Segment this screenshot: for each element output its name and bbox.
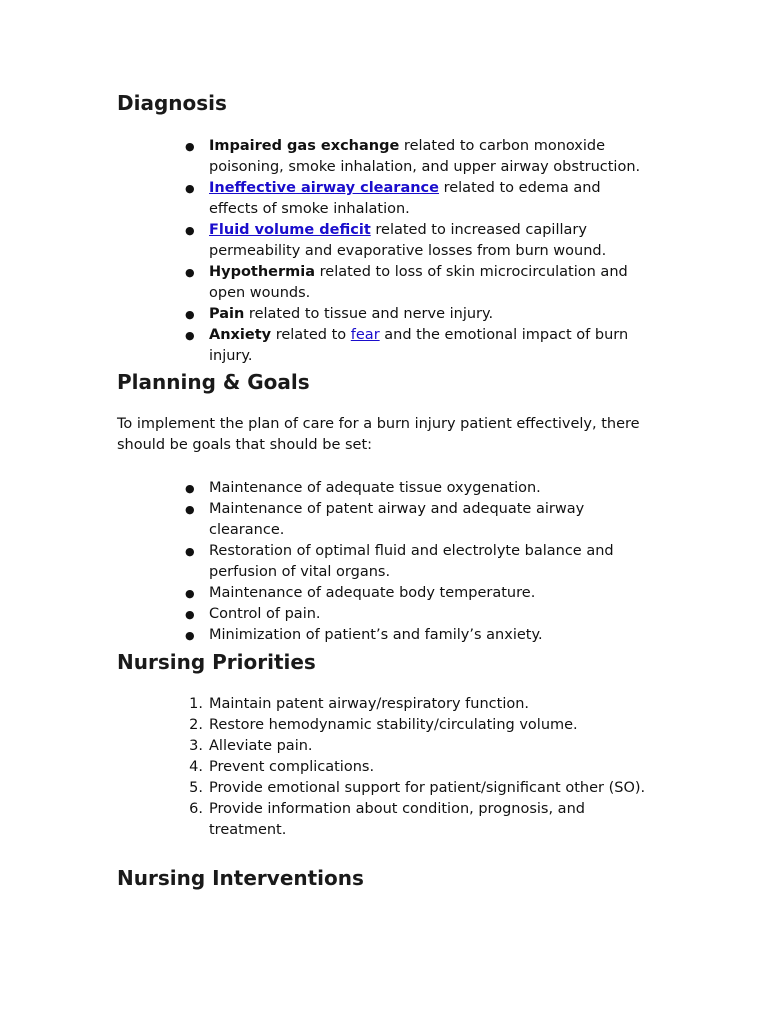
diagnosis-term: Anxiety <box>209 327 272 343</box>
diagnosis-text: related to carbon monoxide poisoning, smoke inhalation, and upper airway obstruction. <box>209 138 641 175</box>
bullet-icon: ● <box>185 266 195 279</box>
list-item: ● Maintenance of adequate body temperature. <box>209 583 654 604</box>
nursing-interventions-heading: Nursing Interventions <box>117 866 364 890</box>
fear-link[interactable]: fear <box>350 327 380 343</box>
bullet-icon: ● <box>185 587 195 600</box>
list-item: 3. Alleviate pain. <box>209 736 654 757</box>
item-number: 4. <box>189 759 203 775</box>
list-item <box>185 304 654 325</box>
bullet-icon: ● <box>185 182 195 195</box>
list-item <box>185 220 654 262</box>
item-number: 6. <box>189 801 203 817</box>
list-item: ● Minimization of patient’s and family’s anxiety. <box>209 625 654 646</box>
bullet-icon: ● <box>185 503 195 516</box>
bullet-icon: ● <box>185 308 195 321</box>
diagnosis-text: related to loss of skin microcirculation and open wounds. <box>209 264 628 301</box>
list-item: ● Control of pain. <box>209 604 654 625</box>
item-number: 1. <box>189 696 203 712</box>
bullet-icon: ● <box>185 329 195 342</box>
diagnosis-text: related to <box>271 327 351 343</box>
diagnosis-term: Pain <box>209 306 245 322</box>
list-item: ● Maintenance of patent airway and adequate airway clearance. <box>185 501 585 538</box>
diagnosis-list <box>0 136 768 367</box>
list-item: 1. Maintain patent airway/respiratory function. <box>209 694 654 715</box>
diagnosis-heading: Diagnosis <box>117 91 227 115</box>
list-item <box>185 262 654 304</box>
list-item <box>185 178 654 220</box>
planning-goals-heading: Planning & Goals <box>117 370 310 394</box>
diagnosis-text: related to increased capillary permeability and evaporative losses from burn wound. <box>209 222 607 259</box>
list-item: ● Restoration of optimal fluid and electrolyte balance and perfusion of vital organs. <box>185 543 614 580</box>
diagnosis-term: Impaired gas exchange <box>209 138 400 154</box>
bullet-icon: ● <box>185 224 195 237</box>
list-item <box>185 136 654 178</box>
priorities-list <box>0 694 768 841</box>
list-item: 6. Provide information about condition, prognosis, and treatment. <box>209 799 654 841</box>
bullet-icon: ● <box>185 608 195 621</box>
item-number: 3. <box>189 738 203 754</box>
list-item <box>185 325 654 367</box>
bullet-icon: ● <box>185 482 195 495</box>
fluid-volume-deficit-link[interactable]: Fluid volume deficit <box>209 222 371 238</box>
diagnosis-text: and the emotional impact of burn injury. <box>209 327 629 364</box>
diagnosis-text: related to edema and effects of smoke inhalation. <box>209 180 601 217</box>
nursing-priorities-heading: Nursing Priorities <box>117 650 316 674</box>
list-item: 4. Prevent complications. <box>209 757 654 778</box>
planning-intro: To implement the plan of care for a burn injury patient effectively, there should be goals that should be set: <box>117 416 640 453</box>
diagnosis-term: Hypothermia <box>209 264 316 280</box>
list-item: 2. Restore hemodynamic stability/circulating volume. <box>209 715 654 736</box>
item-number: 5. <box>189 780 203 796</box>
item-number: 2. <box>189 717 203 733</box>
bullet-icon: ● <box>185 140 195 153</box>
bullet-icon: ● <box>185 629 195 642</box>
list-item: 5. Provide emotional support for patient/significant other (SO). <box>209 778 654 799</box>
list-item: ● Maintenance of adequate tissue oxygenation. <box>209 478 654 499</box>
diagnosis-text: related to tissue and nerve injury. <box>244 306 494 322</box>
planning-list <box>0 478 768 646</box>
bullet-icon: ● <box>185 545 195 558</box>
ineffective-airway-clearance-link[interactable]: Ineffective airway clearance <box>209 180 439 196</box>
